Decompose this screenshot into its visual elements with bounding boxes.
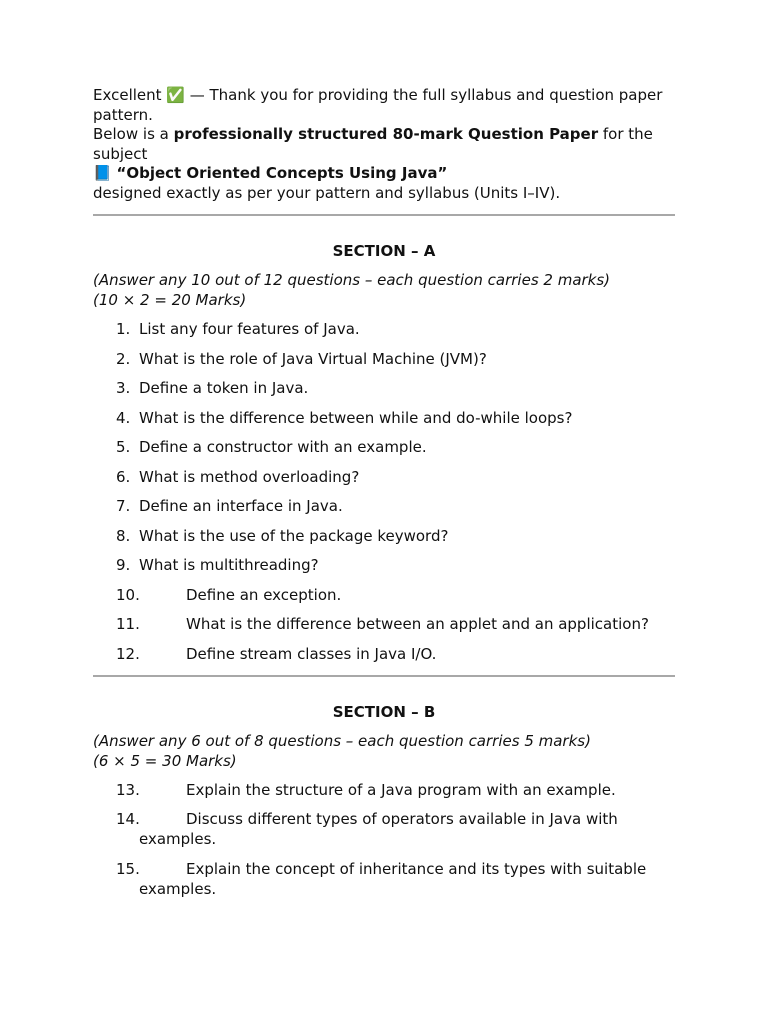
list-item: 10. Define an exception. — [116, 585, 342, 604]
intro-line-1: Excellent ✅ — Thank you for providing the full syllabus and question paper — [93, 86, 663, 104]
list-item: 7. Define an interface in Java. — [116, 497, 343, 515]
intro-emphasis: professionally structured 80-mark Question Paper — [173, 125, 599, 143]
list-item: 12. Define stream classes in Java I/O. — [116, 644, 437, 663]
list-item: 15. Explain the concept of inheritance and its types with suitable examples. — [116, 859, 647, 898]
list-item: 6. What is method overloading? — [116, 467, 360, 486]
document-body — [93, 86, 675, 899]
intro-subject-line — [93, 164, 675, 184]
list-item: 13. Explain the structure of a Java program with an example. — [116, 780, 616, 799]
section-a-instruction: (Answer any 10 out of 12 questions – each question carries 2 marks) — [93, 271, 611, 289]
book-icon: 📘 — [93, 164, 112, 182]
list-item: 5. Define a constructor with an example. — [116, 438, 427, 456]
divider — [93, 214, 675, 216]
list-item: 4. What is the difference between while and do-while loops? — [116, 408, 573, 427]
intro-line-2: pattern. — [93, 105, 153, 124]
section-b-marks: (6 × 5 = 30 Marks) — [93, 751, 237, 770]
section-b-questions — [93, 780, 675, 899]
list-item: 8. What is the use of the package keyword? — [116, 526, 449, 545]
divider — [93, 675, 675, 677]
intro-line-4: subject — [93, 144, 148, 163]
section-b-title: SECTION – B — [332, 702, 436, 721]
intro-line-3: Below is a professionally structured 80-mark Question Paper for the — [93, 125, 653, 143]
subject-title: “Object Oriented Concepts Using Java” — [116, 164, 448, 182]
list-item: 14. Discuss different types of operators available in Java with examples. — [116, 810, 618, 848]
section-b-instruction: (Answer any 6 out of 8 questions – each question carries 5 marks) — [93, 731, 591, 750]
section-a-title: SECTION – A — [332, 242, 436, 260]
intro-line-6: designed exactly as per your pattern and syllabus (Units I–IV). — [93, 183, 561, 202]
list-item: 2. What is the role of Java Virtual Machine (JVM)? — [116, 349, 487, 368]
list-item: 1. List any four features of Java. — [116, 320, 360, 338]
section-a-questions — [93, 319, 675, 664]
section-a-marks: (10 × 2 = 20 Marks) — [93, 291, 247, 309]
list-item: 3. Define a token in Java. — [116, 379, 309, 397]
list-item: 9. What is multithreading? — [116, 556, 319, 574]
list-item: 11. What is the difference between an applet and an application? — [116, 615, 649, 633]
